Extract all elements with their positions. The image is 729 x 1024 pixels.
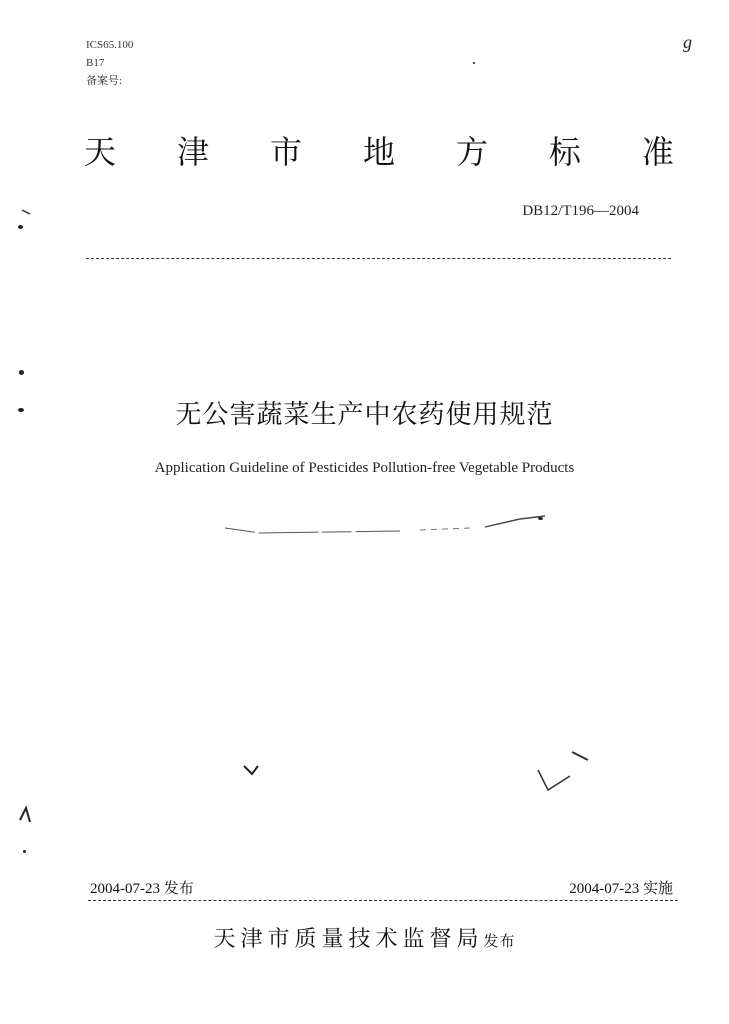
scan-speck (23, 850, 26, 853)
classification-code: B17 (86, 57, 105, 69)
banner-char: 市 (269, 133, 302, 171)
banner-char: 准 (641, 133, 674, 171)
ics-code: ICS65.100 (86, 39, 134, 51)
effective-date: 2004-07-23 实施 (569, 881, 673, 897)
scan-speck (18, 225, 23, 229)
scan-speck (473, 62, 475, 64)
scan-speck (19, 370, 24, 375)
issue-date: 2004-07-23 发布 (90, 881, 194, 897)
issuing-authority (0, 922, 729, 953)
document-number: DB12/T196—2004 (522, 203, 639, 219)
banner-char: 方 (455, 133, 488, 171)
title-chinese: 无公害蔬菜生产中农药使用规范 (175, 400, 554, 430)
title-english: Application Guideline of Pesticides Pollution-free Vegetable Products (154, 460, 575, 476)
issuer-name: 天津市质量技术监督局 (213, 927, 484, 952)
page-mark: g (683, 32, 692, 52)
banner-char: 天 (84, 133, 117, 171)
scan-speck (18, 408, 24, 412)
footer-divider (88, 900, 678, 901)
issuer-suffix: 发布 (483, 932, 516, 950)
banner-char: 标 (548, 133, 581, 171)
scan-speck (538, 517, 543, 520)
banner-char: 津 (176, 133, 209, 171)
banner-char: 地 (362, 133, 395, 171)
filing-number-label: 备案号: (86, 75, 123, 87)
